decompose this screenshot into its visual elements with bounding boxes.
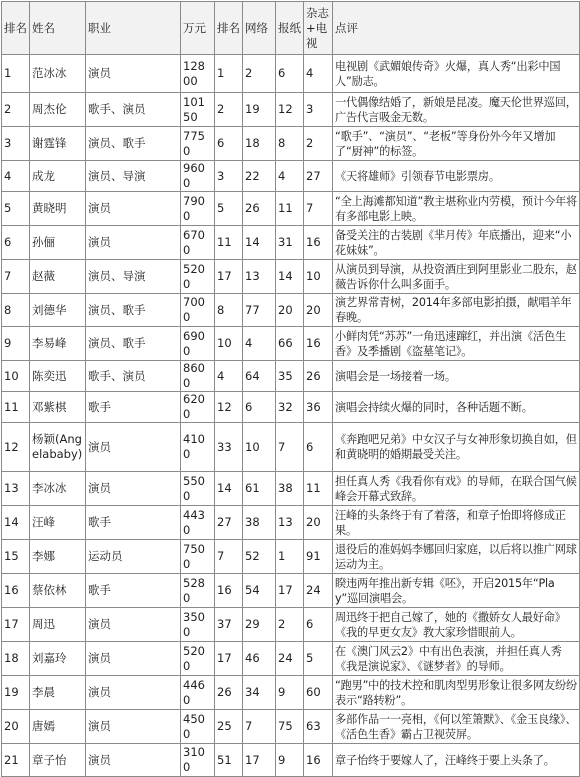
cell-name: 李晨 (30, 676, 86, 710)
cell-name: 黄晓明 (30, 192, 86, 226)
cell-occupation: 歌手、演员 (86, 93, 181, 127)
cell-name: 周迅 (30, 608, 86, 642)
table-row (2, 192, 580, 226)
cell-rank: 4 (2, 161, 30, 192)
cell-income-rank: 4 (215, 361, 243, 392)
cell-income-wan-yuan: 7900 (181, 192, 215, 226)
column-header-occupation: 职业 (86, 2, 181, 55)
cell-rank: 17 (2, 608, 30, 642)
cell-income-rank: 17 (215, 260, 243, 294)
cell-comment: 备受关注的古装剧《芈月传》年底播出，迎来“小花妹妹”。 (333, 226, 580, 260)
cell-income-wan-yuan: 4430 (181, 506, 215, 540)
cell-income-wan-yuan: 4500 (181, 710, 215, 744)
cell-magazine-tv: 63 (304, 710, 333, 744)
cell-name: 陈奕迅 (30, 361, 86, 392)
cell-income-rank: 16 (215, 574, 243, 608)
cell-income-wan-yuan: 7000 (181, 294, 215, 327)
cell-income-rank: 1 (215, 55, 243, 93)
cell-magazine-tv: 11 (304, 472, 333, 506)
table-row (2, 392, 580, 423)
cell-comment: “跑男”中的技术控和肌肉型男形象让很多网友纷纷表示“路转粉”。 (333, 676, 580, 710)
table-row (2, 506, 580, 540)
cell-name: 蔡依林 (30, 574, 86, 608)
cell-rank: 20 (2, 710, 30, 744)
column-header-magazine-tv: 杂志+电视 (304, 2, 333, 55)
cell-internet: 29 (243, 608, 276, 642)
cell-newspaper: 4 (276, 161, 304, 192)
cell-income-rank: 27 (215, 506, 243, 540)
column-header-newspaper: 报纸 (276, 2, 304, 55)
cell-comment: 担任真人秀《我看你有戏》的导师，在联合国气候峰会开幕式致辞。 (333, 472, 580, 506)
cell-magazine-tv: 36 (304, 392, 333, 423)
cell-income-rank: 12 (215, 392, 243, 423)
cell-comment: “歌手”、“演员”、“老板”等身份外今年又增加了“厨神”的标签。 (333, 127, 580, 161)
cell-magazine-tv: 2 (304, 127, 333, 161)
cell-occupation: 运动员 (86, 540, 181, 574)
column-header-income-rank: 排名 (215, 2, 243, 55)
cell-internet: 38 (243, 506, 276, 540)
cell-internet: 10 (243, 423, 276, 472)
cell-internet: 52 (243, 540, 276, 574)
table-row (2, 642, 580, 676)
cell-internet: 2 (243, 55, 276, 93)
cell-income-wan-yuan: 5200 (181, 260, 215, 294)
table-row (2, 423, 580, 472)
cell-income-wan-yuan: 6700 (181, 226, 215, 260)
column-header-name: 姓名 (30, 2, 86, 55)
cell-income-wan-yuan: 7750 (181, 127, 215, 161)
cell-magazine-tv: 24 (304, 574, 333, 608)
cell-comment: 汪峰的头条终于有了着落，和章子怡即将修成正果。 (333, 506, 580, 540)
cell-occupation: 演员 (86, 226, 181, 260)
cell-rank: 14 (2, 506, 30, 540)
cell-name: 周杰伦 (30, 93, 86, 127)
cell-comment: 《天将雄师》引领春节电影票房。 (333, 161, 580, 192)
cell-newspaper: 38 (276, 472, 304, 506)
cell-magazine-tv: 16 (304, 744, 333, 777)
cell-name: 章子怡 (30, 744, 86, 777)
cell-income-rank: 17 (215, 642, 243, 676)
table-row (2, 127, 580, 161)
table-row (2, 55, 580, 93)
cell-rank: 16 (2, 574, 30, 608)
cell-newspaper: 9 (276, 744, 304, 777)
cell-name: 范冰冰 (30, 55, 86, 93)
cell-comment: 退役后的准妈妈李娜回归家庭，以后将以推广网球运动为主。 (333, 540, 580, 574)
cell-newspaper: 66 (276, 327, 304, 361)
cell-newspaper: 2 (276, 608, 304, 642)
column-header-internet: 网络 (243, 2, 276, 55)
cell-rank: 19 (2, 676, 30, 710)
cell-income-wan-yuan: 5500 (181, 472, 215, 506)
cell-magazine-tv: 91 (304, 540, 333, 574)
cell-income-wan-yuan: 4100 (181, 423, 215, 472)
cell-comment: 演唱会是一场接着一场。 (333, 361, 580, 392)
cell-comment: 《奔跑吧兄弟》中女汉子与女神形象切换自如，但和黄晓明的婚期最受关注。 (333, 423, 580, 472)
cell-name: 邓紫棋 (30, 392, 86, 423)
cell-income-wan-yuan: 6200 (181, 392, 215, 423)
cell-name: 李冰冰 (30, 472, 86, 506)
cell-occupation: 演员 (86, 608, 181, 642)
cell-income-rank: 37 (215, 608, 243, 642)
cell-income-rank: 11 (215, 226, 243, 260)
cell-comment: 小鲜肉凭“苏苏”一角迅速蹿红，并出演《活色生香》及季播剧《盗墓笔记》。 (333, 327, 580, 361)
cell-rank: 8 (2, 294, 30, 327)
cell-newspaper: 75 (276, 710, 304, 744)
cell-rank: 1 (2, 55, 30, 93)
cell-income-rank: 26 (215, 676, 243, 710)
cell-newspaper: 9 (276, 676, 304, 710)
cell-occupation: 演员、导演 (86, 260, 181, 294)
cell-name: 谢霆锋 (30, 127, 86, 161)
cell-income-wan-yuan: 6900 (181, 327, 215, 361)
cell-magazine-tv: 16 (304, 327, 333, 361)
cell-internet: 34 (243, 676, 276, 710)
cell-comment: 演艺界常青树，2014年多部电影拍摄，献唱羊年春晚。 (333, 294, 580, 327)
cell-income-wan-yuan: 5280 (181, 574, 215, 608)
cell-income-rank: 7 (215, 540, 243, 574)
table-row (2, 608, 580, 642)
column-header-comment: 点评 (333, 2, 580, 55)
cell-internet: 4 (243, 327, 276, 361)
cell-name: 唐嫣 (30, 710, 86, 744)
cell-occupation: 演员 (86, 55, 181, 93)
cell-newspaper: 1 (276, 540, 304, 574)
cell-magazine-tv: 16 (304, 226, 333, 260)
cell-internet: 18 (243, 127, 276, 161)
cell-name: 刘嘉玲 (30, 642, 86, 676)
cell-income-wan-yuan: 10150 (181, 93, 215, 127)
cell-occupation: 演员 (86, 710, 181, 744)
cell-rank: 2 (2, 93, 30, 127)
cell-rank: 11 (2, 392, 30, 423)
cell-magazine-tv: 20 (304, 506, 333, 540)
cell-rank: 18 (2, 642, 30, 676)
cell-internet: 6 (243, 392, 276, 423)
cell-rank: 9 (2, 327, 30, 361)
cell-occupation: 演员、歌手 (86, 127, 181, 161)
cell-occupation: 演员 (86, 744, 181, 777)
cell-internet: 46 (243, 642, 276, 676)
cell-newspaper: 24 (276, 642, 304, 676)
cell-income-wan-yuan: 5200 (181, 642, 215, 676)
cell-newspaper: 7 (276, 423, 304, 472)
cell-rank: 15 (2, 540, 30, 574)
celebrity-ranking-table (1, 1, 580, 777)
cell-income-rank: 33 (215, 423, 243, 472)
cell-name: 赵薇 (30, 260, 86, 294)
cell-name: 李娜 (30, 540, 86, 574)
cell-rank: 13 (2, 472, 30, 506)
cell-name: 孙俪 (30, 226, 86, 260)
table-row (2, 472, 580, 506)
cell-internet: 61 (243, 472, 276, 506)
cell-income-wan-yuan: 3500 (181, 608, 215, 642)
cell-magazine-tv: 26 (304, 361, 333, 392)
cell-magazine-tv: 27 (304, 161, 333, 192)
cell-comment: 周迅终于把自己嫁了，她的《撒娇女人最好命》《我的早更女友》教大家珍惜眼前人。 (333, 608, 580, 642)
cell-newspaper: 32 (276, 392, 304, 423)
cell-income-wan-yuan: 3100 (181, 744, 215, 777)
cell-occupation: 演员、导演 (86, 161, 181, 192)
cell-magazine-tv: 5 (304, 642, 333, 676)
table-row (2, 574, 580, 608)
cell-internet: 22 (243, 161, 276, 192)
cell-income-wan-yuan: 7500 (181, 540, 215, 574)
table-row (2, 226, 580, 260)
cell-income-wan-yuan: 12800 (181, 55, 215, 93)
cell-income-rank: 6 (215, 127, 243, 161)
cell-newspaper: 14 (276, 260, 304, 294)
cell-occupation: 演员 (86, 676, 181, 710)
cell-income-rank: 3 (215, 161, 243, 192)
cell-internet: 17 (243, 744, 276, 777)
cell-magazine-tv: 3 (304, 93, 333, 127)
cell-occupation: 演员、歌手 (86, 327, 181, 361)
cell-internet: 64 (243, 361, 276, 392)
cell-internet: 26 (243, 192, 276, 226)
cell-rank: 5 (2, 192, 30, 226)
cell-magazine-tv: 20 (304, 294, 333, 327)
cell-income-wan-yuan: 8600 (181, 361, 215, 392)
cell-newspaper: 11 (276, 192, 304, 226)
cell-magazine-tv: 6 (304, 423, 333, 472)
table-row (2, 710, 580, 744)
cell-magazine-tv: 7 (304, 192, 333, 226)
cell-income-rank: 51 (215, 744, 243, 777)
cell-magazine-tv: 4 (304, 55, 333, 93)
cell-name: 李易峰 (30, 327, 86, 361)
cell-comment: 演唱会持续火爆的同时，各种话题不断。 (333, 392, 580, 423)
table-header (2, 2, 580, 55)
table-body (2, 55, 580, 777)
table-row (2, 744, 580, 777)
cell-newspaper: 20 (276, 294, 304, 327)
cell-comment: 在《澳门风云2》中有出色表演，并担任真人秀《我是演说家》、《谜梦者》的导师。 (333, 642, 580, 676)
cell-internet: 13 (243, 260, 276, 294)
table-row (2, 676, 580, 710)
cell-income-rank: 2 (215, 93, 243, 127)
cell-comment: 睽违两年推出新专辑《呸》，开启2015年“Play”巡回演唱会。 (333, 574, 580, 608)
cell-income-wan-yuan: 4460 (181, 676, 215, 710)
cell-rank: 21 (2, 744, 30, 777)
cell-newspaper: 6 (276, 55, 304, 93)
cell-comment: 一代偶像结婚了，新娘是昆凌。魔天伦世界巡回，广告代言吸金无数。 (333, 93, 580, 127)
cell-name: 刘德华 (30, 294, 86, 327)
cell-occupation: 歌手 (86, 392, 181, 423)
table-row (2, 260, 580, 294)
cell-occupation: 歌手 (86, 574, 181, 608)
cell-name: 成龙 (30, 161, 86, 192)
cell-income-rank: 25 (215, 710, 243, 744)
cell-comment: 章子怡终于要嫁人了，汪峰终于要上头条了。 (333, 744, 580, 777)
cell-income-rank: 8 (215, 294, 243, 327)
table-row (2, 327, 580, 361)
cell-rank: 7 (2, 260, 30, 294)
cell-newspaper: 13 (276, 506, 304, 540)
cell-occupation: 演员 (86, 642, 181, 676)
cell-occupation: 歌手 (86, 506, 181, 540)
cell-magazine-tv: 6 (304, 608, 333, 642)
header-row (2, 2, 580, 55)
cell-internet: 14 (243, 226, 276, 260)
table-row (2, 540, 580, 574)
cell-comment: 多部作品一一亮相，《何以笙箫默》、《金玉良缘》、《活色生香》霸占卫视荧屏。 (333, 710, 580, 744)
cell-magazine-tv: 10 (304, 260, 333, 294)
column-header-rank: 排名 (2, 2, 30, 55)
cell-occupation: 歌手、演员 (86, 361, 181, 392)
cell-comment: 从演员到导演，从投资酒庄到阿里影业二股东，赵薇告诉你什么叫多面手。 (333, 260, 580, 294)
cell-income-rank: 5 (215, 192, 243, 226)
cell-income-rank: 10 (215, 327, 243, 361)
cell-internet: 19 (243, 93, 276, 127)
cell-name: 汪峰 (30, 506, 86, 540)
cell-rank: 10 (2, 361, 30, 392)
cell-internet: 54 (243, 574, 276, 608)
cell-rank: 6 (2, 226, 30, 260)
cell-income-rank: 14 (215, 472, 243, 506)
cell-internet: 7 (243, 710, 276, 744)
table-row (2, 93, 580, 127)
table-row (2, 294, 580, 327)
cell-internet: 77 (243, 294, 276, 327)
column-header-income-wan-yuan: 万元 (181, 2, 215, 55)
cell-newspaper: 31 (276, 226, 304, 260)
cell-newspaper: 35 (276, 361, 304, 392)
cell-magazine-tv: 60 (304, 676, 333, 710)
cell-occupation: 演员 (86, 192, 181, 226)
cell-newspaper: 12 (276, 93, 304, 127)
cell-rank: 12 (2, 423, 30, 472)
cell-comment: “全上海滩都知道”教主堪称业内劳模，预计今年将有多部电影上映。 (333, 192, 580, 226)
cell-occupation: 演员、歌手 (86, 294, 181, 327)
cell-income-wan-yuan: 9600 (181, 161, 215, 192)
cell-occupation: 演员 (86, 472, 181, 506)
cell-name: 杨颖(Angelababy) (30, 423, 86, 472)
table-row (2, 161, 580, 192)
table-row (2, 361, 580, 392)
cell-newspaper: 17 (276, 574, 304, 608)
cell-newspaper: 8 (276, 127, 304, 161)
cell-comment: 电视剧《武媚娘传奇》火爆，真人秀“出彩中国人”励志。 (333, 55, 580, 93)
cell-occupation: 演员 (86, 423, 181, 472)
cell-rank: 3 (2, 127, 30, 161)
